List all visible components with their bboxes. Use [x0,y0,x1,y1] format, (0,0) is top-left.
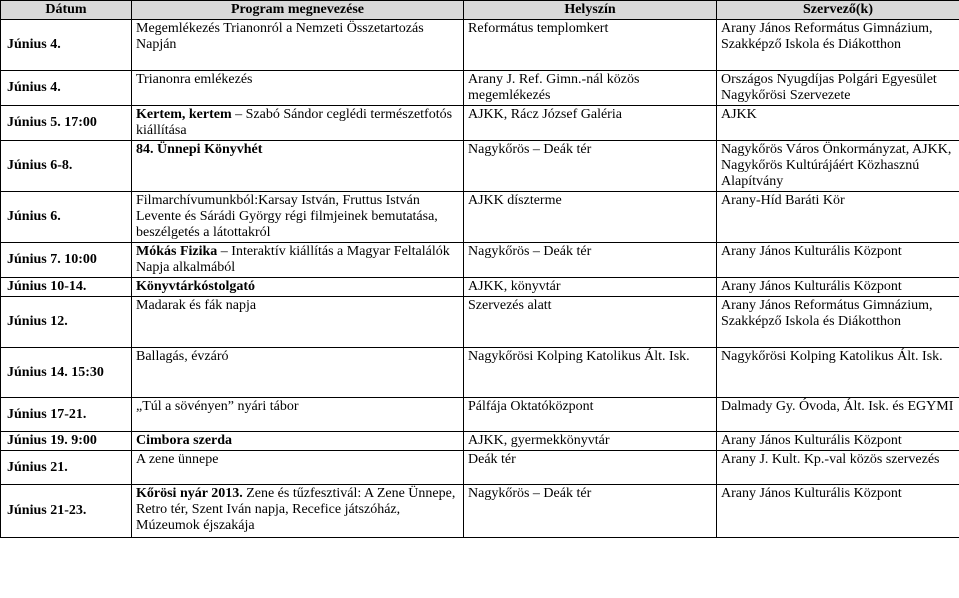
table-row [1,451,959,485]
cell-organizer: Arany J. Kult. Kp.-val közös szervezés [717,451,959,485]
cell-organizer: Arany János Kulturális Központ [717,432,959,451]
cell-program [132,348,464,398]
cell-place: AJKK, könyvtár [464,278,717,297]
cell-program [132,243,464,278]
cell-program [132,432,464,451]
cell-place: Nagykőrös – Deák tér [464,485,717,538]
cell-program [132,106,464,141]
program-text: Zene és tűzfesztivál: A Zene Ünnepe, Retro tér, Szent Iván napja, Recefice játszóház, Múzeumok éjszakája [136,486,456,533]
cell-organizer: Arany János Református Gimnázium, Szakképző Iskola és Diákotthon [717,297,959,348]
program-text: – Interaktív kiállítás a Magyar Feltalálók Napja alkalmából [136,244,450,275]
program-title: Kőrösi nyár 2013. [136,486,243,501]
cell-place: AJKK díszterme [464,192,717,243]
cell-organizer: Arany János Kulturális Központ [717,243,959,278]
cell-date: Június 6-8. [1,141,132,192]
cell-place: Szervezés alatt [464,297,717,348]
cell-place: Református templomkert [464,20,717,71]
cell-date: Június 7. 10:00 [1,243,132,278]
cell-organizer: Arany János Kulturális Központ [717,278,959,297]
cell-program [132,451,464,485]
table-row [1,71,959,106]
table-row [1,192,959,243]
cell-date: Június 21. [1,451,132,485]
program-title: Cimbora szerda [136,433,233,448]
cell-organizer: Arany János Kulturális Központ [717,485,959,538]
cell-organizer: Nagykőrösi Kolping Katolikus Ált. Isk. [717,348,959,398]
table-row [1,106,959,141]
program-title: Mókás Fizika [136,244,218,259]
program-text: „Túl a sövényen” nyári tábor [136,399,299,414]
cell-date: Június 6. [1,192,132,243]
table-row [1,20,959,71]
cell-organizer: Nagykőrös Város Önkormányzat, AJKK, Nagykőrös Kultúrájáért Közhasznú Alapítvány [717,141,959,192]
cell-program [132,297,464,348]
cell-organizer: Dalmady Gy. Óvoda, Ált. Isk. és EGYMI [717,398,959,432]
cell-date: Június 10-14. [1,278,132,297]
cell-place: Pálfája Oktatóközpont [464,398,717,432]
table-row [1,348,959,398]
cell-program [132,278,464,297]
header-program: Program megnevezése [132,1,464,20]
cell-program [132,485,464,538]
cell-place: AJKK, gyermekkönyvtár [464,432,717,451]
program-title: Könyvtárkóstolgató [136,279,255,294]
program-text: Madarak és fák napja [136,298,257,313]
table-row [1,485,959,538]
cell-place: Arany J. Ref. Gimn.-nál közös megemlékezés [464,71,717,106]
program-text: Megemlékezés Trianonról a Nemzeti Összetartozás Napján [136,21,424,52]
cell-program [132,20,464,71]
cell-date: Június 19. 9:00 [1,432,132,451]
table-row [1,297,959,348]
cell-place: Nagykőrös – Deák tér [464,243,717,278]
cell-program [132,192,464,243]
cell-date: Június 4. [1,20,132,71]
table-row [1,141,959,192]
table-row [1,243,959,278]
header-organizer: Szervező(k) [717,1,959,20]
header-date: Dátum [1,1,132,20]
program-title: Kertem, kertem [136,107,232,122]
cell-date: Június 21-23. [1,485,132,538]
cell-date: Június 17-21. [1,398,132,432]
cell-program [132,71,464,106]
table-row [1,398,959,432]
cell-place: Nagykőrös – Deák tér [464,141,717,192]
header-row [1,1,959,20]
program-text: Ballagás, évzáró [136,349,229,364]
cell-place: Deák tér [464,451,717,485]
cell-organizer: Országos Nyugdíjas Polgári Egyesület Nagykőrösi Szervezete [717,71,959,106]
cell-program [132,141,464,192]
cell-date: Június 12. [1,297,132,348]
cell-place: AJKK, Rácz József Galéria [464,106,717,141]
cell-date: Június 4. [1,71,132,106]
cell-organizer: Arany János Református Gimnázium, Szakképző Iskola és Diákotthon [717,20,959,71]
program-title: 84. Ünnepi Könyvhét [136,142,263,157]
cell-organizer: Arany-Híd Baráti Kör [717,192,959,243]
table-body [1,20,959,538]
table-row [1,278,959,297]
program-text: A zene ünnepe [136,452,219,467]
cell-date: Június 5. 17:00 [1,106,132,141]
cell-place: Nagykőrösi Kolping Katolikus Ált. Isk. [464,348,717,398]
cell-date: Június 14. 15:30 [1,348,132,398]
program-text: Trianonra emlékezés [136,72,253,87]
cell-program [132,398,464,432]
header-place: Helyszín [464,1,717,20]
table-row [1,432,959,451]
program-text: – Szabó Sándor ceglédi természetfotós kiállítása [136,107,453,138]
program-text: Filmarchívumunkból:Karsay István, Fruttus István Levente és Sárádi György régi filmjeinek bemutatása, beszélgetés a látottakról [136,193,438,240]
cell-organizer: AJKK [717,106,959,141]
